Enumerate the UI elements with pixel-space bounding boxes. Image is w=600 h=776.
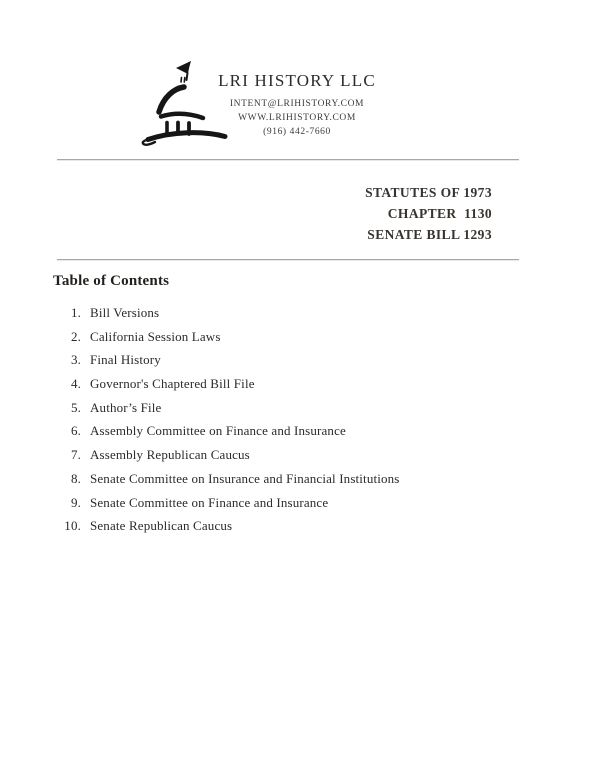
top-divider <box>57 159 519 161</box>
toc-item-number: 4. <box>70 376 81 392</box>
toc-item <box>52 423 400 447</box>
toc-item-number: 1. <box>70 305 81 320</box>
toc-item-label: Final History <box>90 352 161 368</box>
toc-item-label: Assembly Republican Caucus <box>90 447 250 463</box>
company-name: LRI HISTORY LLC <box>218 71 376 90</box>
toc-item-label: Author’s File <box>90 399 162 415</box>
toc-item-number: 10. <box>64 518 81 534</box>
toc-item <box>52 400 400 424</box>
toc-item <box>52 447 400 471</box>
toc-item-number: 5. <box>70 399 81 415</box>
senate-bill-line: SENATE BILL 1293 <box>367 227 492 242</box>
toc-item <box>52 376 400 400</box>
toc-item-number: 8. <box>70 470 81 486</box>
contact-website: WWW.LRIHISTORY.COM <box>238 113 356 123</box>
toc-item-label: Senate Republican Caucus <box>90 518 233 534</box>
toc-item-number: 6. <box>70 423 81 439</box>
toc-item <box>52 518 400 542</box>
toc-item-label: California Session Laws <box>90 328 221 344</box>
contact-phone: (916) 442-7660 <box>263 127 331 137</box>
toc-item <box>52 352 400 376</box>
toc-list <box>52 305 400 542</box>
toc-item-label: Bill Versions <box>90 305 160 320</box>
chapter-line: CHAPTER 1130 <box>387 206 492 221</box>
toc-item-number: 2. <box>70 328 81 344</box>
statute-reference-block <box>365 182 492 245</box>
toc-item <box>52 471 400 495</box>
middle-divider <box>57 259 519 261</box>
toc-item <box>52 495 400 519</box>
toc-item-number: 7. <box>70 447 81 463</box>
toc-item-label: Assembly Committee on Finance and Insurance <box>90 423 346 439</box>
toc-item-label: Governor's Chaptered Bill File <box>90 376 255 392</box>
header-brand-block <box>187 71 407 139</box>
dome-stroke <box>159 87 184 112</box>
toc-heading: Table of Contents <box>53 273 170 289</box>
toc-item <box>52 329 400 353</box>
statutes-line: STATUTES OF 1973 <box>365 185 492 200</box>
toc-item-number: 3. <box>70 352 81 368</box>
toc-item-label: Senate Committee on Insurance and Financial Institutions <box>90 470 400 486</box>
toc-item-number: 9. <box>70 494 81 510</box>
toc-item-label: Senate Committee on Finance and Insurance <box>90 494 329 510</box>
contact-email: INTENT@LRIHISTORY.COM <box>229 99 365 109</box>
toc-item <box>52 305 400 329</box>
